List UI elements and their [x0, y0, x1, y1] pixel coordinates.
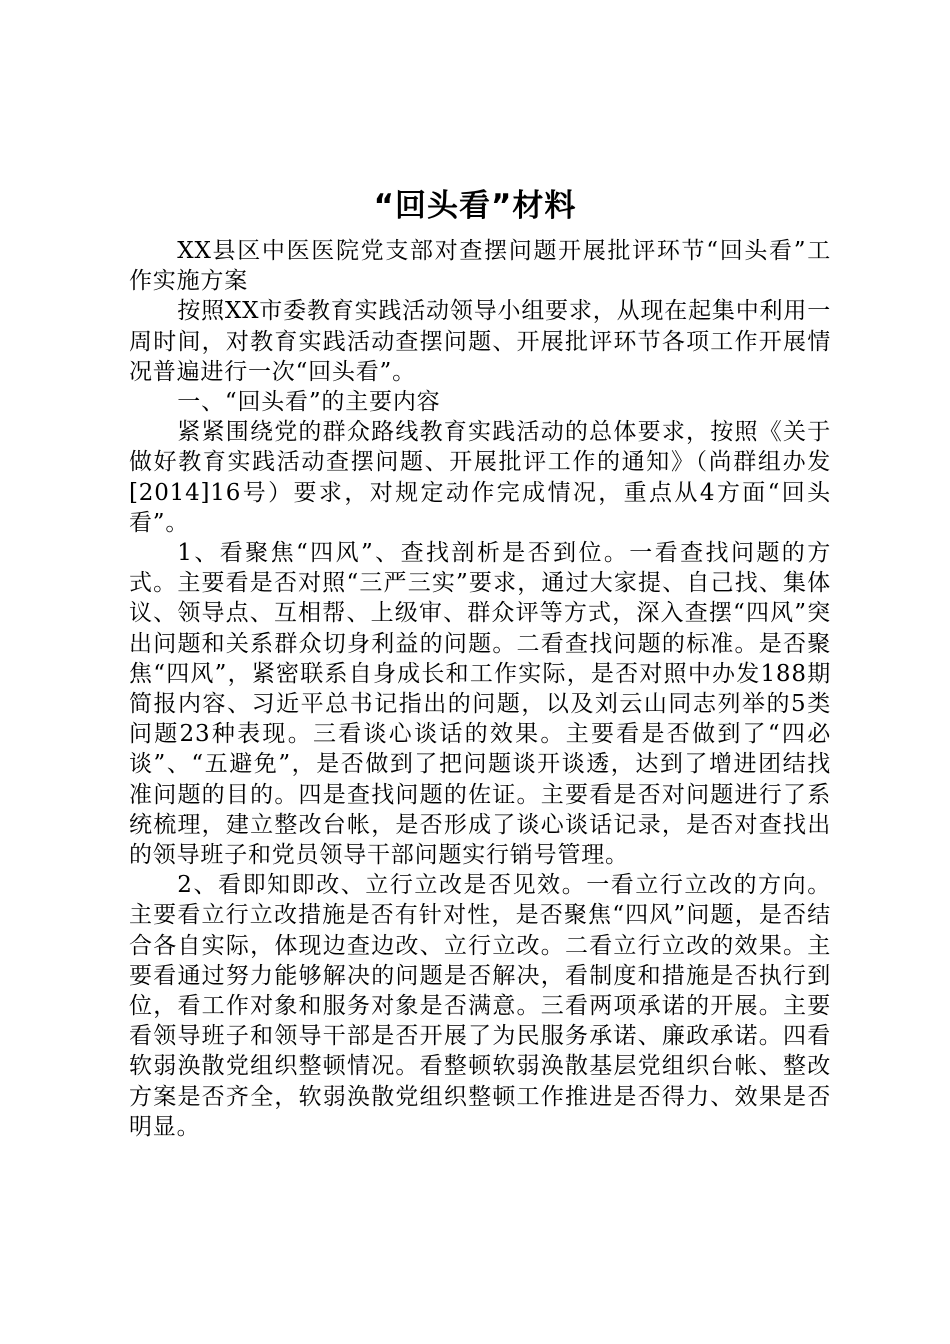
section-heading-main-content: 一、“回头看”的主要内容	[177, 389, 441, 416]
document-body	[129, 236, 831, 1142]
paragraph-item-1: 1、看聚焦“四风”、查找剖析是否到位。一看查找问题的方式。主要看是否对照“三严三实”要求，通过大家提、自己找、集体议、领导点、互相帮、上级审、群众评等方式，深入查摆“四风”突出问题和关系群众切身利益的问题。二看查找问题的标准。是否聚焦“四风”，紧密联系自身成长和工作实际，是否对照中办发188期简报内容、习近平总书记指出的问题，以及刘云山同志列举的5类问题23种表现。三看谈心谈话的效果。主要看是否做到了“四必谈”、“五避免”，是否做到了把问题谈开谈透，达到了增进团结找准问题的目的。四是查找问题的佐证。主要看是否对问题进行了系统梳理，建立整改台帐，是否形成了谈心谈话记录，是否对查找出的领导班子和党员领导干部问题实行销号管理。	[129, 540, 831, 869]
document-title: “回头看”材料	[373, 188, 577, 224]
paragraph-item-2: 2、看即知即改、立行立改是否见效。一看立行立改的方向。主要看立行立改措施是否有针对性，是否聚焦“四风”问题，是否结合各自实际，体现边查边改、立行立改。二看立行立改的效果。主要看通过努力能够解决的问题是否解决，看制度和措施是否执行到位，看工作对象和服务对象是否满意。三看两项承诺的开展。主要看领导班子和领导干部是否开展了为民服务承诺、廉政承诺。四看软弱涣散党组织整顿情况。看整顿软弱涣散基层党组织台帐、整改方案是否齐全，软弱涣散党组织整顿工作推进是否得力、效果是否明显。	[129, 872, 831, 1140]
paragraph-intro: 按照XX市委教育实践活动领导小组要求，从现在起集中利用一周时间，对教育实践活动查摆问题、开展批评环节各项工作开展情况普遍进行一次“回头看”。	[129, 298, 831, 385]
paragraph-overview: 紧紧围绕党的群众路线教育实践活动的总体要求，按照《关于做好教育实践活动查摆问题、开展批评工作的通知》（尚群组办发[2014]16号）要求，对规定动作完成情况，重点从4方面“回头看”。	[129, 419, 831, 536]
paragraph-heading-plan: XX县区中医医院党支部对查摆问题开展批评环节“回头看”工作实施方案	[129, 238, 831, 295]
